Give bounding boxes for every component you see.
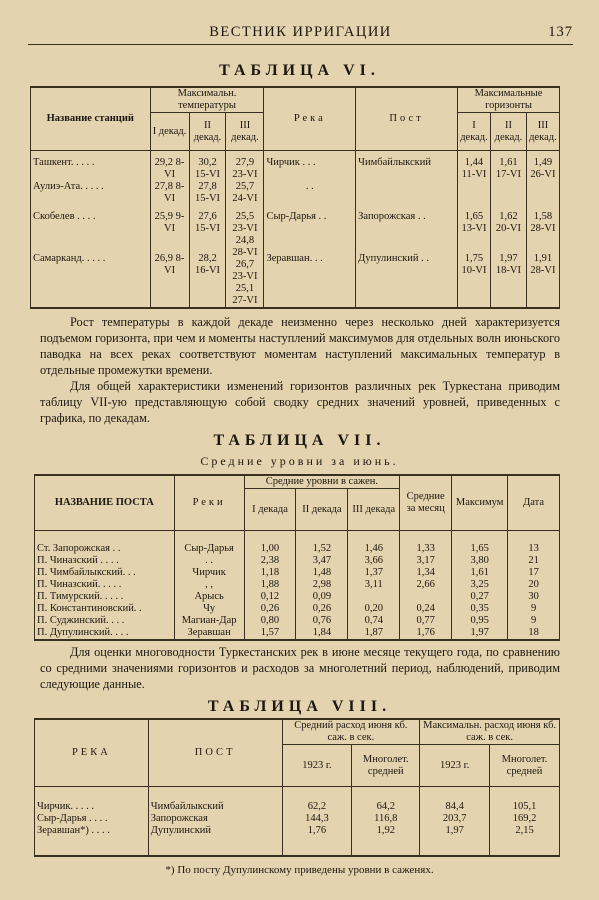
station-name: Скобелев . . . . [31,205,151,235]
horizon-d1: 1,65 13-VI [457,205,490,235]
post-name: Дупулинский . . [356,235,458,308]
station-name: Ташкент. . . . . [31,151,151,182]
col-max-1923: 1923 г. [420,745,490,787]
table-row [35,603,560,615]
level-d2: 0,76 [296,615,348,627]
col-month-avg: Средние за месяц [400,475,452,531]
level-max: 0,27 [452,591,508,603]
max-longterm: 169,2 [490,813,560,825]
max-date: 9 [508,603,560,615]
col-post: ПОСТ [148,719,282,787]
col-date: Дата [508,475,560,531]
level-d3: 1,37 [348,567,400,579]
level-d2: 1,52 [296,543,348,555]
max-date: 18 [508,627,560,640]
col-rivers: Реки [174,475,244,531]
river-name: . . [174,555,244,567]
level-month: 1,34 [400,567,452,579]
level-max: 3,80 [452,555,508,567]
horizon-d3: 1,58 28-VI [526,205,559,235]
footnote: *) По посту Дупулинскому приведены уровни в саженях. [165,864,434,876]
temp-d3: 25,5 23-VI [226,205,264,235]
avg-longterm: 64,2 [352,801,420,813]
temp-d2: 27,8 15-VI [189,181,226,205]
col-decade-1: I декада [244,489,296,531]
temp-d3: 27,9 23-VI [226,151,264,182]
table-8 [34,718,560,857]
col-decade-3: III декада [348,489,400,531]
max-1923: 1,97 [420,825,490,856]
col-decade-3: III декад. [226,113,264,151]
level-max: 3,25 [452,579,508,591]
post-name: Чимбайлыкский [356,151,458,182]
col-longterm: Многолет. средней [352,745,420,787]
table-row [35,579,560,591]
level-d3: 1,46 [348,543,400,555]
level-month: 0,77 [400,615,452,627]
max-longterm: 105,1 [490,801,560,813]
col-h-decade-2: II декад. [490,113,526,151]
max-date: 21 [508,555,560,567]
max-date: 30 [508,591,560,603]
level-d1: 0,12 [244,591,296,603]
river-name: , , [174,579,244,591]
temp-d3: 25,7 24-VI [226,181,264,205]
table-row [31,181,560,205]
level-d2: 1,48 [296,567,348,579]
level-d2: 2,98 [296,579,348,591]
avg-longterm: 116,8 [352,813,420,825]
horizon-d2 [490,181,526,205]
col-post: Пост [356,87,458,151]
col-avg-discharge: Средний расход июня кб. саж. в сек. [282,719,420,745]
table-row [35,567,560,579]
temp-d2: 30,2 15-VI [189,151,226,182]
col-decade-1: I декад. [150,113,189,151]
table-row [35,627,560,640]
table-row [35,543,560,555]
level-d1: 1,18 [244,567,296,579]
temp-d1: 25,9 9-VI [150,205,189,235]
temp-d3: 24,8 28-VI 26,7 23-VI 25,1 27-VI [226,235,264,308]
journal-title: ВЕСТНИК ИРРИГАЦИИ [209,24,392,40]
post-name: П. Дупулинский. . . . [35,627,175,640]
level-max: 1,65 [452,543,508,555]
table-row [35,813,560,825]
level-month: 0,24 [400,603,452,615]
col-decade-2: II декад. [189,113,226,151]
river-name: Чирчик. . . . . [35,801,149,813]
table-row [35,591,560,603]
max-longterm: 2,15 [490,825,560,856]
post-name: П. Чиназский. . . . . [35,579,175,591]
level-month: 2,66 [400,579,452,591]
col-h-decade-1: I декад. [457,113,490,151]
level-d1: 0,26 [244,603,296,615]
river-name: Арысь [174,591,244,603]
paragraph: Для общей характеристики изменений горизонтов различных рек Туркестана приводим таблицу VII-ую представляющую собой сводку средних значений уровней, приведенных с графика, по декадам. [40,379,560,425]
horizon-d3: 1,91 28-VI [526,235,559,308]
table-6-title: ТАБЛИЦА VI. [219,62,380,79]
col-max-horizon: Максимальные горизонты [457,87,559,113]
table-8-title: ТАБЛИЦА VIII. [207,698,392,715]
table-row [31,235,560,308]
col-decade-2: II декада [296,489,348,531]
max-1923: 203,7 [420,813,490,825]
col-h-decade-3: III декад. [526,113,559,151]
post-name: П. Суджинский. . . . [35,615,175,627]
horizon-d2: 1,61 17-VI [490,151,526,182]
table-7 [34,474,560,641]
table-7-title: ТАБЛИЦА VII. [213,432,386,449]
running-header [28,24,573,42]
col-river: РЕКА [35,719,149,787]
body-text-1 [40,314,560,426]
level-max: 0,35 [452,603,508,615]
post-name: Ст. Запорожская . . [35,543,175,555]
col-station: Название станций [31,87,151,151]
avg-1923: 1,76 [282,825,352,856]
table-row [35,801,560,813]
table-6 [30,86,560,309]
river-name: . . [264,181,356,205]
paragraph: Рост температуры в каждой декаде неизменно через несколько дней характеризуется подъемом горизонта, при чем и моменты наступлений максимумов для отдельных волн июньского паводка на всех реках соответствуют моментам наступлений максимальных температур в отдельные промежутки времени. [40,315,560,377]
level-max: 0,95 [452,615,508,627]
river-name: Зеравшан [174,627,244,640]
level-month: 1,33 [400,543,452,555]
max-date: 17 [508,567,560,579]
post-name: Дупулинский [148,825,282,856]
post-name: Запорожская [148,813,282,825]
level-month [400,591,452,603]
horizon-d1: 1,75 10-VI [457,235,490,308]
table-row [35,615,560,627]
river-name: Зеравшан*) . . . . [35,825,149,856]
col-1923: 1923 г. [282,745,352,787]
temp-d1: 26,9 8-VI [150,235,189,308]
level-d3 [348,591,400,603]
level-d2: 0,26 [296,603,348,615]
table-row [31,151,560,182]
level-d2: 0,09 [296,591,348,603]
level-max: 1,97 [452,627,508,640]
river-name: Чу [174,603,244,615]
col-max-temp: Максимальн. температуры [150,87,264,113]
level-d3: 3,66 [348,555,400,567]
level-d2: 3,47 [296,555,348,567]
level-d1: 1,57 [244,627,296,640]
horizon-d1 [457,181,490,205]
river-name: Чирчик [174,567,244,579]
post-name: Запорожская . . [356,205,458,235]
header-rule [28,44,573,45]
river-name: Зеравшан. . . [264,235,356,308]
paragraph: Для оценки многоводности Туркестанских рек в июне месяце текущего года, по сравнению со средними значениями горизонтов и расходов за многолетний период, наблюдений, приводим следующие данные. [40,645,560,691]
max-date: 20 [508,579,560,591]
level-d1: 1,88 [244,579,296,591]
post-name: Чимбайлыкский [148,801,282,813]
avg-1923: 144,3 [282,813,352,825]
post-name: П. Константиновский. . [35,603,175,615]
col-avg-levels: Средние уровни в сажен. [244,475,400,489]
body-text-2 [40,644,560,692]
col-max-longterm: Многолет. средней [490,745,560,787]
level-d1: 0,80 [244,615,296,627]
temp-d1: 29,2 8-VI [150,151,189,182]
station-name: Аулиэ-Ата. . . . . [31,181,151,205]
level-d1: 2,38 [244,555,296,567]
station-name: Самарканд. . . . . [31,235,151,308]
avg-1923: 62,2 [282,801,352,813]
col-post-name: НАЗВАНИЕ ПОСТА [35,475,175,531]
avg-longterm: 1,92 [352,825,420,856]
level-max: 1,61 [452,567,508,579]
table-row [35,555,560,567]
level-d3: 0,20 [348,603,400,615]
river-name: Сыр-Дарья . . [264,205,356,235]
table-row [31,205,560,235]
horizon-d3 [526,181,559,205]
max-1923: 84,4 [420,801,490,813]
level-month: 1,76 [400,627,452,640]
col-max-discharge: Максимальн. расход июня кб. саж. в сек. [420,719,560,745]
horizon-d3: 1,49 26-VI [526,151,559,182]
horizon-d2: 1,62 20-VI [490,205,526,235]
horizon-d1: 1,44 11-VI [457,151,490,182]
level-d3: 3,11 [348,579,400,591]
post-name [356,181,458,205]
river-name: Сыр-Дарья [174,543,244,555]
level-d3: 1,87 [348,627,400,640]
max-date: 9 [508,615,560,627]
level-d2: 1,84 [296,627,348,640]
max-date: 13 [508,543,560,555]
temp-d1: 27,8 8-VI [150,181,189,205]
level-d1: 1,00 [244,543,296,555]
temp-d2: 27,6 15-VI [189,205,226,235]
col-river: Река [264,87,356,151]
river-name: Сыр-Дарья . . . . [35,813,149,825]
river-name: Чирчик . . . [264,151,356,182]
level-d3: 0,74 [348,615,400,627]
post-name: П. Тимурский. . . . . [35,591,175,603]
table-row [35,825,560,856]
post-name: П. Чимбайлыкский. . . [35,567,175,579]
table-7-subtitle: Средние уровни за июнь. [200,454,399,468]
level-month: 3,17 [400,555,452,567]
temp-d2: 28,2 16-VI [189,235,226,308]
col-maximum: Максимум [452,475,508,531]
page-number: 137 [548,24,573,40]
post-name: П. Чиназский . . . . [35,555,175,567]
horizon-d2: 1,97 18-VI [490,235,526,308]
river-name: Магиан-Дар [174,615,244,627]
